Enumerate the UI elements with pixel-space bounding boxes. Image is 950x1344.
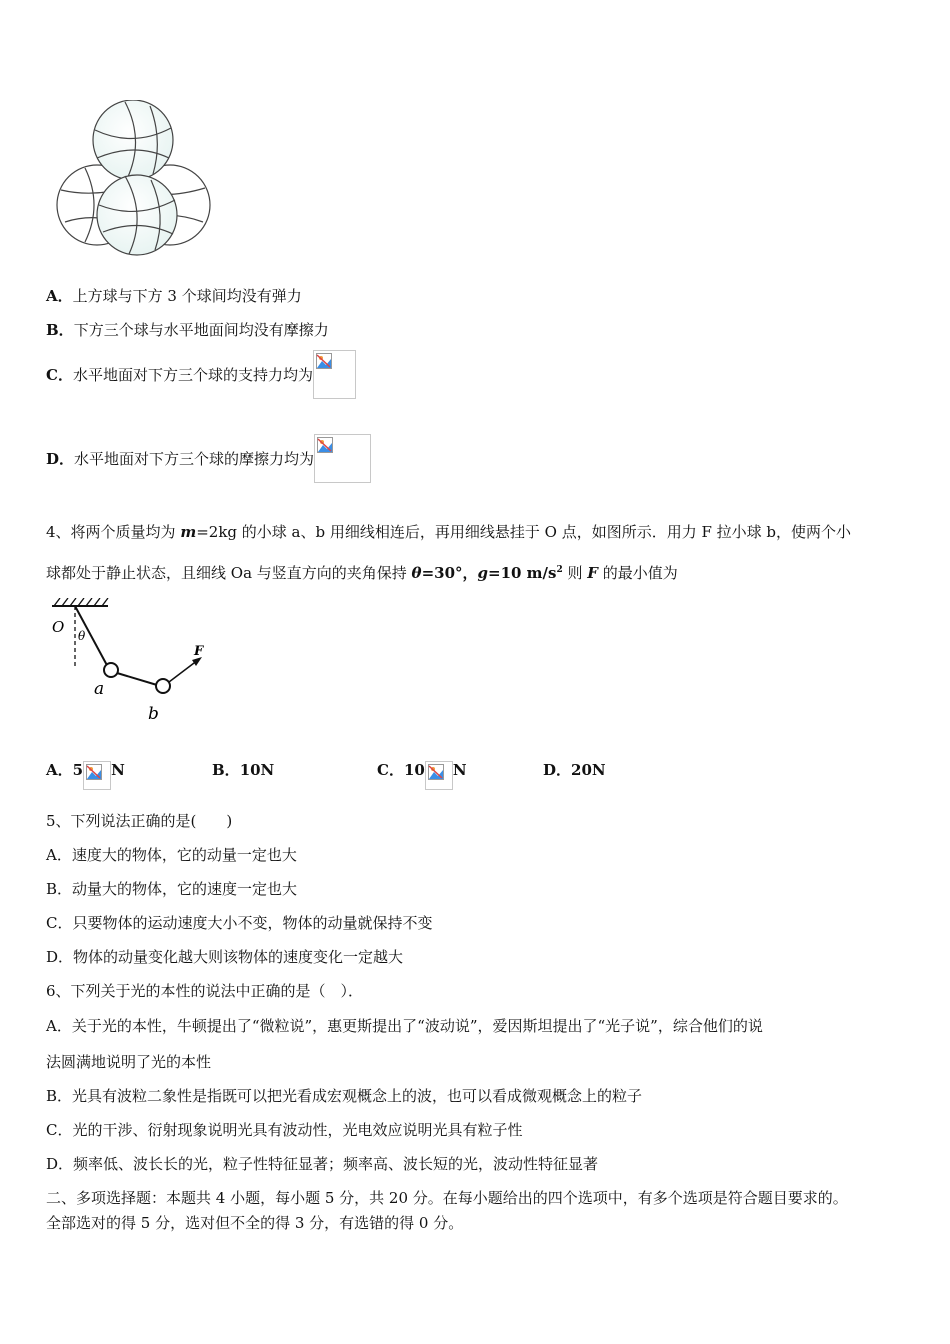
- q3-option-c: [46, 350, 356, 400]
- q5-stem: 5、下列说法正确的是( ): [46, 812, 233, 830]
- var-theta: θ: [411, 564, 422, 582]
- var-F: F: [587, 564, 598, 582]
- stem-text: 则: [562, 564, 588, 582]
- string-ab: [117, 673, 157, 685]
- option-value: 5: [72, 761, 84, 779]
- stem-text: 球都处于静止状态，且细线 Oa 与竖直方向的夹角保持: [46, 564, 412, 582]
- q4-option-c: [377, 750, 467, 792]
- stem-text: =10 m/s: [488, 564, 557, 582]
- option-text: 下方三个球与水平地面间均没有摩擦力: [73, 321, 329, 339]
- q4-option-a: [46, 750, 125, 792]
- var-m: m: [180, 523, 197, 541]
- stem-text: =30°，: [421, 564, 478, 582]
- q3-option-b: [46, 320, 329, 340]
- superscript: 2: [556, 565, 563, 575]
- option-label: D．: [543, 761, 572, 779]
- option-label: A．: [46, 761, 73, 779]
- q4-stem-line1: [46, 522, 851, 542]
- option-value: 10N: [239, 761, 275, 779]
- label-f: F: [194, 644, 204, 659]
- option-label: D．: [46, 450, 75, 468]
- section2-heading-line2: 全部选对的得 5 分，选对但不全的得 3 分，有选错的得 0 分。: [46, 1214, 464, 1232]
- option-label: B．: [46, 321, 74, 339]
- force-arrow: [169, 660, 198, 682]
- option-label: C．: [377, 761, 404, 779]
- option-label: A．: [46, 287, 73, 305]
- option-value: 10: [403, 761, 425, 779]
- ball-top: [93, 100, 173, 180]
- ball-a: [104, 663, 118, 677]
- q6-option-a-line1: A．关于光的本性，牛顿提出了“微粒说”，惠更斯提出了“波动说”，爱因斯坦提出了“光子说”，综合他们的说: [46, 1017, 763, 1035]
- q6-option-b: B．光具有波粒二象性是指既可以把光看成宏观概念上的波，也可以看成微观概念上的粒子: [46, 1087, 643, 1105]
- q5-option-d: D．物体的动量变化越大则该物体的速度变化一定越大: [46, 948, 404, 966]
- option-value: 20N: [571, 761, 606, 779]
- ceiling-hatch: [54, 598, 108, 606]
- q5-option-a: A．速度大的物体，它的动量一定也大: [46, 846, 297, 864]
- q5-option-c: C．只要物体的运动速度大小不变，物体的动量就保持不变: [46, 914, 433, 932]
- option-label: C．: [46, 366, 73, 384]
- option-text: 水平地面对下方三个球的摩擦力均为: [74, 450, 315, 468]
- label-a: a: [94, 679, 105, 699]
- q6-option-d: D．频率低、波长长的光，粒子性特征显著；频率高、波长短的光，波动性特征显著: [46, 1155, 599, 1173]
- q3-option-a: [46, 286, 302, 306]
- broken-image-icon: [425, 761, 453, 790]
- q4-stem-line2: [46, 560, 678, 583]
- pendulum-figure: [46, 598, 226, 728]
- question-number: 4、: [46, 523, 71, 541]
- option-text: 水平地面对下方三个球的支持力均为: [72, 366, 313, 384]
- var-g: g: [477, 564, 489, 582]
- q6-option-c: C．光的干涉、衍射现象说明光具有波动性，光电效应说明光具有粒子性: [46, 1121, 523, 1139]
- ball-b: [156, 679, 170, 693]
- q3-option-d: [46, 434, 371, 484]
- q4-option-b: [212, 750, 274, 792]
- broken-image-icon: [83, 761, 111, 790]
- option-label: B．: [212, 761, 240, 779]
- label-b: b: [148, 704, 159, 724]
- stem-text: 的最小值为: [597, 564, 678, 582]
- broken-image-icon: [314, 434, 371, 483]
- q4-option-d: [543, 750, 606, 792]
- stem-text: =2kg 的小球 a、b 用细线相连后，再用细线悬挂于 O 点，如图所示．用力 F 拉小球 b，使两个小: [196, 523, 852, 541]
- volleyballs-figure: [55, 100, 215, 260]
- option-unit: N: [111, 761, 125, 779]
- section2-heading-line1: 二、多项选择题：本题共 4 小题，每小题 5 分，共 20 分。在每小题给出的四个选项中，有多个选项是符合题目要求的。: [46, 1189, 848, 1207]
- option-text: 上方球与下方 3 个球间均没有弹力: [72, 287, 302, 305]
- q5-option-b: B．动量大的物体，它的速度一定也大: [46, 880, 298, 898]
- stem-text: 将两个质量均为: [70, 523, 181, 541]
- label-o: O: [52, 618, 65, 636]
- q6-stem: 6、下列关于光的本性的说法中正确的是（ ）．: [46, 982, 364, 1000]
- q6-option-a-line2: 法圆满地说明了光的本性: [46, 1053, 212, 1071]
- option-unit: N: [452, 761, 467, 779]
- broken-image-icon: [313, 350, 356, 399]
- label-theta: θ: [78, 629, 86, 643]
